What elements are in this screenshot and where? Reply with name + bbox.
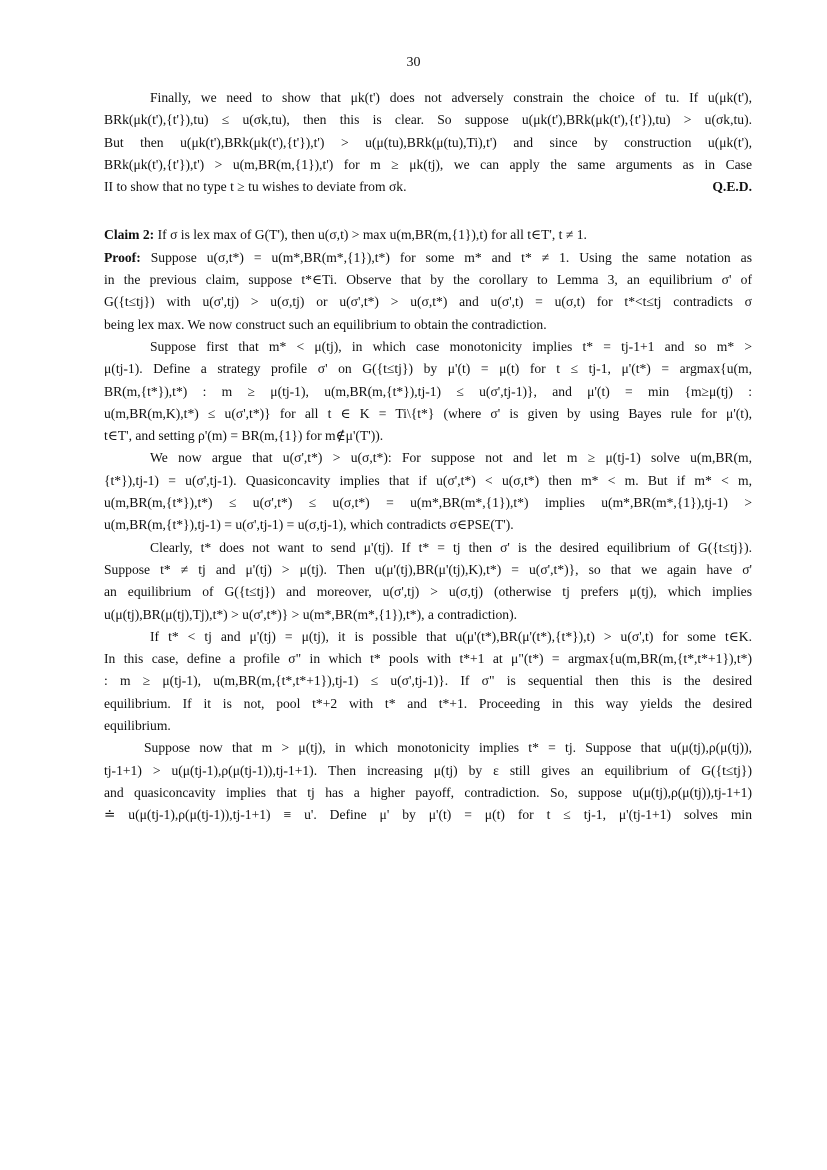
text-line: u(m,BR(m,K),t*) ≤ u(σ',t*)} for all t ∈ K = Ti\{t*} (where σ' is given by using Bayes rule for μ'(t),	[104, 405, 752, 421]
text-line: BR(m,{t*}),t*) : m ≥ μ(tj-1), u(m,BR(m,{t*}),tj-1) ≤ u(σ',tj-1)}, and μ'(t) = min {m≥μ(tj) :	[104, 383, 752, 399]
text-line: In this case, define a profile σ" in which t* pools with t*+1 at μ"(t*) = argmax{u(m,BR(m,{t*,t*+1}),t*)	[104, 651, 752, 667]
proof-text: Suppose u(σ,t*) = u(m*,BR(m*,{1}),t*) for some m* and t* ≠ 1. Using the same notation as	[140, 249, 752, 265]
proof-label: Proof:	[104, 249, 141, 265]
text-line: u(μ(tj),BR(μ(tj),Tj),t*) > u(σ',t*)} > u(m*,BR(m*,{1}),t*), a contradiction).	[104, 606, 517, 622]
text-line: u(m,BR(m,{t*}),tj-1) = u(σ',tj-1) = u(σ,tj-1), which contradicts σ∈PSE(T').	[104, 517, 514, 533]
paragraph-clearly	[104, 537, 752, 626]
text-line: in the previous claim, suppose t*∈Ti. Observe that by the corollary to Lemma 3, an equilibrium σ' of	[104, 272, 752, 288]
text-line: Suppose now that m > μ(tj), in which monotonicity implies t* = tj. Suppose that u(μ(tj),ρ(μ(tj)),	[144, 740, 752, 756]
text-line: Finally, we need to show that μk(t') does not adversely constrain the choice of tu. If u(μk(t'),	[150, 90, 752, 105]
paragraph-finally	[104, 87, 752, 198]
paragraph-we-now-argue	[104, 447, 752, 536]
text-line: equilibrium. If it is not, pool t*+2 with t* and t*+1. Proceeding in this way yields the desired	[104, 695, 752, 711]
text-line: Suppose t* ≠ tj and μ'(tj) > μ(tj). Then u(μ'(tj),BR(μ'(tj),K),t*) = u(σ',t*)}, so that we again have σ'	[104, 561, 752, 577]
text-line: t∈T', and setting ρ'(m) = BR(m,{1}) for m∉μ'(T')).	[104, 428, 384, 444]
qed-mark: Q.E.D.	[712, 179, 752, 195]
text-line: BRk(μk(t'),{t'}),tu) ≤ u(σk,tu), then this is clear. So suppose u(μk(t'),BRk(μk(t'),{t'}),tu) > u(σk,tu).	[104, 112, 752, 128]
text-line: If t* < tj and μ'(tj) = μ(tj), it is possible that u(μ'(t*),BR(μ'(t*),{t*}),t) > u(σ',t) for some t∈K.	[150, 628, 752, 644]
claim-2	[104, 224, 752, 335]
proof-first-line	[104, 247, 752, 269]
text-line: μ(tj-1). Define a strategy profile σ' on G({t≤tj}) by μ'(t) = μ(t) for t ≤ tj-1, μ'(t*) = argmax{u(m,	[104, 361, 752, 377]
text-line: equilibrium.	[104, 718, 171, 734]
text-line: an equilibrium of G({t≤tj}) and moreover, u(σ',tj) > u(σ,tj) (otherwise tj prefers μ(tj), which implies	[104, 584, 752, 600]
text-line: being lex max. We now construct such an equilibrium to obtain the contradiction.	[104, 316, 547, 332]
text-line: G({t≤tj}) with u(σ',tj) > u(σ,tj) or u(σ',t*) > u(σ,t*) and u(σ',t) = u(σ,t) for t*<t≤tj contradicts σ	[104, 294, 752, 310]
text-line: u(m,BR(m,{t*}),t*) ≤ u(σ',t*) ≤ u(σ,t*) = u(m*,BR(m*,{1}),t*) implies u(m*,BR(m*,{1}),tj-1) >	[104, 495, 752, 511]
text-line: {t*}),tj-1) = u(σ',tj-1). Quasiconcavity implies that if u(σ',t*) < u(σ,t*) then m* < m. But if m* < m,	[104, 472, 752, 488]
text-line: and quasiconcavity implies that tj has a higher payoff, contradiction. So, suppose u(μ(tj),ρ(μ(tj)),tj-1+1)	[104, 784, 752, 800]
text-line: : m ≥ μ(tj-1), u(m,BR(m,{t*,t*+1}),tj-1) ≤ u(σ',tj-1)}. If σ" is sequential then this is the desired	[104, 673, 752, 689]
text-line: BRk(μk(t'),{t'}),t') > u(m,BR(m,{1}),t') for m ≥ μk(tj), we can apply the same arguments as in Case	[104, 156, 752, 172]
text-line: II to show that no type t ≥ tu wishes to deviate from σk.	[104, 179, 407, 195]
text-line: Clearly, t* does not want to send μ'(tj). If t* = tj then σ' is the desired equilibrium of G({t≤tj}).	[150, 539, 752, 555]
paragraph-suppose-now	[104, 737, 752, 826]
paragraph-suppose-first	[104, 336, 752, 447]
text-line: We now argue that u(σ',t*) > u(σ,t*): For suppose not and let m ≥ μ(tj-1) solve u(m,BR(m,	[150, 450, 752, 466]
claim-statement	[104, 224, 752, 246]
section-gap	[104, 198, 752, 224]
document-body	[104, 87, 752, 827]
claim-text: If σ is lex max of G(T'), then u(σ,t) > max u(m,BR(m,{1}),t) for all t∈T', t ≠ 1.	[154, 227, 587, 243]
claim-label: Claim 2:	[104, 227, 155, 243]
paragraph-if-t-star	[104, 626, 752, 737]
page-number: 30	[406, 55, 421, 70]
text-line-with-qed	[104, 176, 752, 198]
text-line: But then u(μk(t'),BRk(μk(t'),{t'}),t') > u(μ(tu),BRk(μ(tu),Ti),t') and since by construction u(μk(t'),	[104, 134, 752, 150]
text-line: ≐ u(μ(tj-1),ρ(μ(tj-1)),tj-1+1) ≡ u'. Define μ' by μ'(t) = μ(t) for t ≤ tj-1, μ'(tj-1+1) solves min	[104, 807, 752, 823]
text-line: Suppose first that m* < μ(tj), in which case monotonicity implies t* = tj-1+1 and so m* >	[150, 338, 752, 354]
text-line: tj-1+1) > u(μ(tj-1),ρ(μ(tj-1)),tj-1+1). Then increasing μ(tj) by ε still gives an equilibrium of G({t≤tj})	[104, 762, 752, 778]
